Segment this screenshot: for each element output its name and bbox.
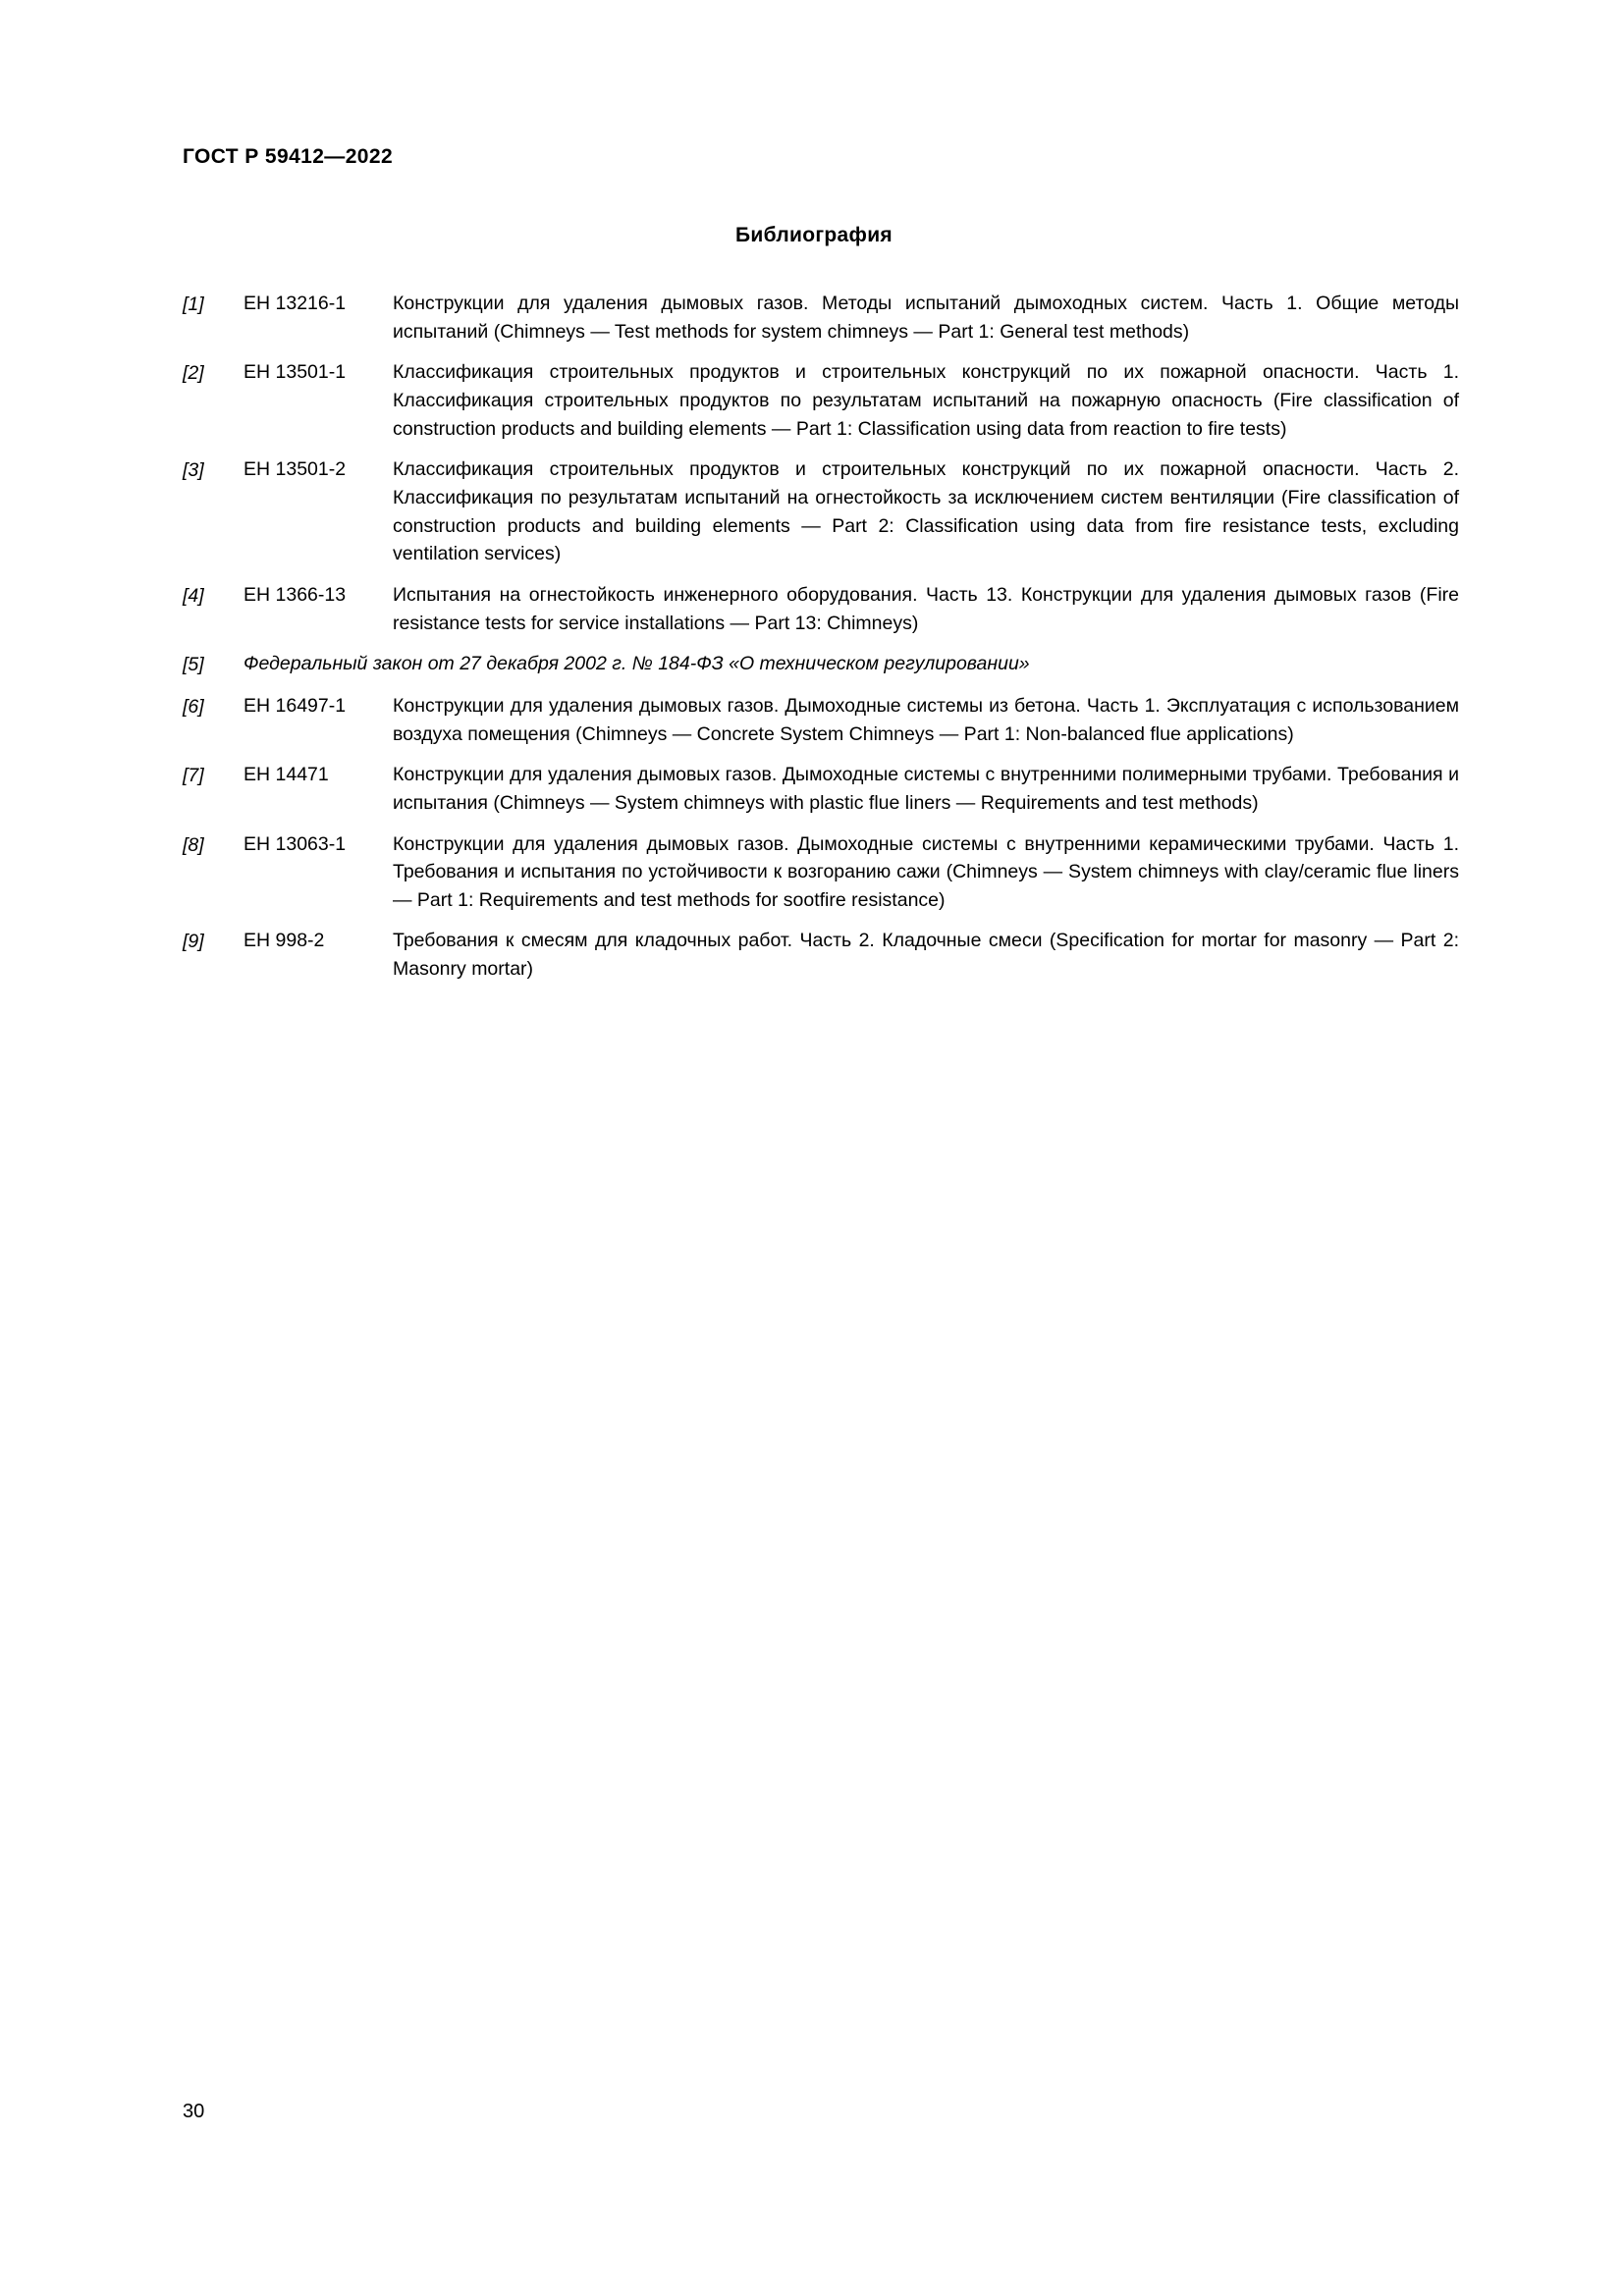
- reference-text: Требования к смесям для кладочных работ. Часть 2. Кладочные смеси (Specification for mortar for masonry — Part 2: Masonry mortar): [393, 930, 1459, 981]
- reference-text: Конструкции для удаления дымовых газов. Дымоходные системы из бетона. Часть 1. Эксплуатация с использованием воздуха помещения (Chimneys — Concrete System Chimneys — Part 1: Non-balanced flue applications): [393, 694, 1459, 745]
- reference-text: Конструкции для удаления дымовых газов. Дымоходные системы с внутренними керамическими трубами. Часть 1. Требования и испытания по устойчивости к возгоранию сажи (Chimneys — System chimneys with clay/ceramic flue liners — Part 1: Requirements and test methods for sootfire resistance): [393, 832, 1459, 911]
- reference-code: ЕН 16497-1: [244, 694, 347, 717]
- reference-text: Классификация строительных продуктов и строительных конструкций по их пожарной опасности. Часть 2. Классификация по результатам испытаний на огнестойкость за исключением систем вентиляции (Fire classification of construction products and building elements — Part 2: Classification using data from fire resistance tests, excluding ventilation services): [393, 458, 1459, 565]
- list-item: [183, 650, 1459, 679]
- reference-number: [2]: [183, 362, 204, 385]
- reference-number: [1]: [183, 294, 204, 315]
- list-item: [183, 761, 1459, 817]
- list-item: [183, 581, 1459, 637]
- bibliography-list: [183, 290, 1459, 996]
- list-item: [183, 830, 1459, 915]
- list-item: [183, 692, 1459, 748]
- list-item: [183, 358, 1459, 443]
- page-number: 30: [183, 2101, 205, 2122]
- reference-code: ЕН 13501-1: [244, 361, 347, 384]
- list-item: [183, 927, 1459, 983]
- reference-number: [9]: [183, 931, 204, 953]
- reference-number: [6]: [183, 695, 204, 718]
- reference-number: [4]: [183, 584, 204, 607]
- page-title: Библиография: [735, 224, 893, 246]
- list-item: [183, 455, 1459, 568]
- reference-number: [7]: [183, 765, 204, 787]
- list-item: [183, 290, 1459, 346]
- reference-text: Конструкции для удаления дымовых газов. Методы испытаний дымоходных систем. Часть 1. Общие методы испытаний (Chimneys — Test methods for system chimneys — Part 1: General test methods): [393, 293, 1459, 343]
- reference-code: ЕН 13063-1: [244, 832, 347, 855]
- reference-code: ЕН 13216-1: [244, 293, 347, 314]
- reference-code: ЕН 14471: [244, 764, 329, 786]
- reference-number: [5]: [183, 654, 204, 676]
- reference-code: ЕН 998-2: [244, 930, 325, 952]
- reference-number: [3]: [183, 459, 204, 482]
- reference-code: ЕН 13501-2: [244, 458, 347, 481]
- reference-text: Конструкции для удаления дымовых газов. Дымоходные системы с внутренними полимерными трубами. Требования и испытания (Chimneys — System chimneys with plastic flue liners — Requirements and test methods): [393, 764, 1459, 814]
- reference-text: Испытания на огнестойкость инженерного оборудования. Часть 13. Конструкции для удаления дымовых газов (Fire resistance tests for service installations — Part 13: Chimneys): [393, 583, 1459, 634]
- reference-code: ЕН 1366-13: [244, 583, 347, 606]
- reference-text: Федеральный закон от 27 декабря 2002 г. № 184-ФЗ «О техническом регулировании»: [244, 653, 1030, 675]
- page-header: ГОСТ Р 59412—2022: [183, 145, 394, 168]
- reference-number: [8]: [183, 833, 204, 856]
- reference-text: Классификация строительных продуктов и строительных конструкций по их пожарной опасности. Часть 1. Классификация строительных продуктов по результатам испытаний на пожарную опасность (Fire classification of construction products and building elements — Part 1: Classification using data from reaction to fire tests): [393, 361, 1459, 440]
